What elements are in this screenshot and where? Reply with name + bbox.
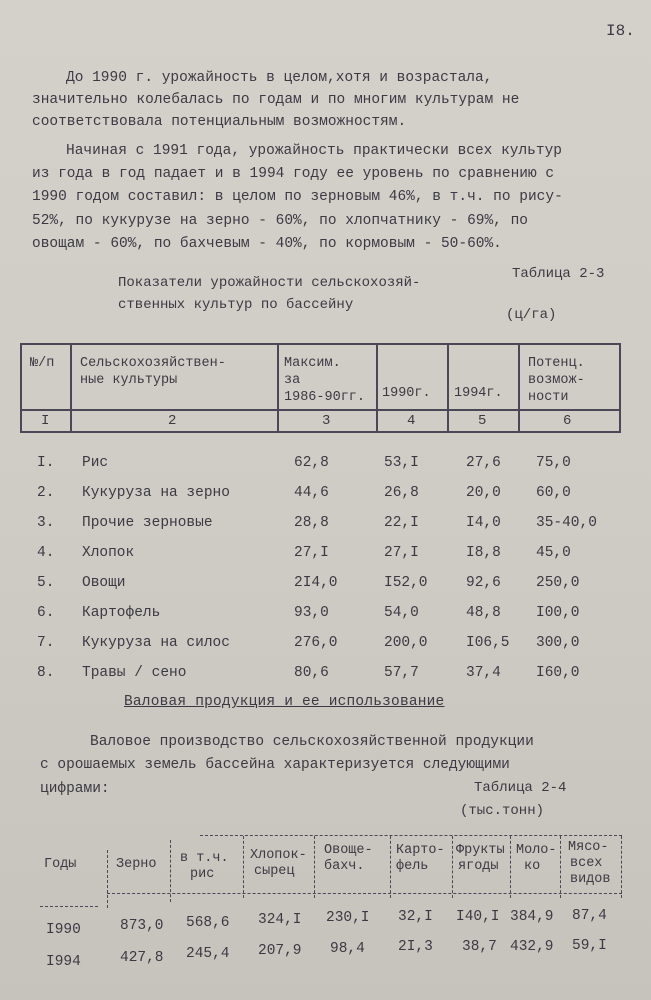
- table1-row: [0, 545, 651, 575]
- max-yield: 44,6: [294, 485, 329, 501]
- table2-header-meat-l1: Мясо-: [568, 840, 609, 855]
- potential-yield: 75,0: [536, 455, 571, 471]
- max-yield: 80,6: [294, 665, 329, 681]
- row-number: 8.: [37, 665, 55, 681]
- table1-header-max-l1: Максим.: [284, 356, 341, 371]
- yield-1994: 27,6: [466, 455, 501, 471]
- yield-1994: I06,5: [466, 635, 510, 651]
- table1-header-pot-l3: ности: [528, 390, 569, 405]
- table1-header-crop-l1: Сельскохозяйствен-: [80, 356, 226, 371]
- table1-header-pot-l2: возмож-: [528, 373, 585, 388]
- cotton: 324,I: [258, 912, 302, 928]
- yield-1994: 20,0: [466, 485, 501, 501]
- row-number: 3.: [37, 515, 55, 531]
- table2-unit: (тыс.тонн): [460, 803, 545, 819]
- vegetables: 98,4: [330, 941, 365, 957]
- table2-header-years: Годы: [44, 857, 77, 872]
- max-yield: 27,I: [294, 545, 329, 561]
- table2-header-veg-l1: Овоще-: [324, 843, 373, 858]
- para3-line1: Валовое производство сельскохозяйственной продукции: [90, 734, 534, 750]
- table1-row: [0, 665, 651, 695]
- table1-title-line1: Показатели урожайности сельскохозяй-: [118, 275, 421, 291]
- table1-unit: (ц/га): [506, 307, 557, 323]
- table1-title-line2: ственных культур по бассейну: [118, 297, 354, 313]
- table1-row: [0, 575, 651, 605]
- table1-colnum-3: 3: [322, 413, 331, 429]
- max-yield: 2I4,0: [294, 575, 338, 591]
- potato: 32,I: [398, 909, 433, 925]
- crop-name: Кукуруза на силос: [82, 635, 230, 651]
- table2-header-potato-l2: фель: [396, 859, 429, 874]
- table1-row: [0, 455, 651, 485]
- table2-header-fruit-l1: Фрукты: [456, 843, 505, 858]
- table2-header-meat-l2: всех: [570, 856, 603, 871]
- table2-header-potato-l1: Карто-: [396, 843, 445, 858]
- section-heading: Валовая продукция и ее использование: [124, 694, 445, 710]
- crop-name: Хлопок: [82, 545, 135, 561]
- yield-1990: 27,I: [384, 545, 419, 561]
- table1-header-num: №/п: [30, 356, 55, 371]
- vegetables: 230,I: [326, 910, 370, 926]
- table1-row: [0, 485, 651, 515]
- yield-1994: I4,0: [466, 515, 501, 531]
- rice: 245,4: [186, 946, 230, 962]
- table1-header-1990: 1990г.: [382, 386, 431, 401]
- crop-name: Кукуруза на зерно: [82, 485, 230, 501]
- para1-line1: До 1990 г. урожайность в целом,хотя и возрастала,: [66, 70, 493, 86]
- yield-1990: 53,I: [384, 455, 419, 471]
- yield-1994: I8,8: [466, 545, 501, 561]
- crop-name: Прочие зерновые: [82, 515, 213, 531]
- yield-1994: 48,8: [466, 605, 501, 621]
- potential-yield: I00,0: [536, 605, 580, 621]
- yield-1990: 54,0: [384, 605, 419, 621]
- row-number: I.: [37, 455, 55, 471]
- max-yield: 93,0: [294, 605, 329, 621]
- row-number: 4.: [37, 545, 55, 561]
- meat: 87,4: [572, 908, 607, 924]
- yield-1994: 92,6: [466, 575, 501, 591]
- para2-line3: 1990 годом составил: в целом по зерновым 46%, в т.ч. по рису-: [32, 189, 563, 205]
- table1-header-pot-l1: Потенц.: [528, 356, 585, 371]
- table2-header-meat-l3: видов: [570, 872, 611, 887]
- table2-header-cotton-l1: Хлопок-: [250, 848, 307, 863]
- max-yield: 62,8: [294, 455, 329, 471]
- crop-name: Картофель: [82, 605, 161, 621]
- para2-line5: овощам - 60%, по бахчевым - 40%, по кормовым - 50-60%.: [32, 236, 502, 252]
- row-number: 6.: [37, 605, 55, 621]
- para3-line3: цифрами:: [40, 781, 110, 797]
- cotton: 207,9: [258, 943, 302, 959]
- table1-header-crop-l2: ные культуры: [80, 373, 178, 388]
- table2-header-fruit-l2: ягоды: [458, 859, 499, 874]
- table2-header-rice-l2: рис: [190, 867, 215, 882]
- table1-row: [0, 605, 651, 635]
- potential-yield: I60,0: [536, 665, 580, 681]
- grain: 873,0: [120, 918, 164, 934]
- potential-yield: 300,0: [536, 635, 580, 651]
- crop-name: Рис: [82, 455, 109, 471]
- year: I990: [46, 922, 81, 938]
- meat: 59,I: [572, 938, 607, 954]
- table1-row: [0, 515, 651, 545]
- crop-name: Травы / сено: [82, 665, 187, 681]
- max-yield: 28,8: [294, 515, 329, 531]
- milk: 432,9: [510, 939, 554, 955]
- table1-colnum-6: 6: [563, 413, 572, 429]
- potato: 2I,3: [398, 939, 433, 955]
- potential-yield: 60,0: [536, 485, 571, 501]
- table2-header-veg-l2: бахч.: [324, 859, 365, 874]
- yield-1990: 57,7: [384, 665, 419, 681]
- table2-header-milk-l1: Моло-: [516, 843, 557, 858]
- rice: 568,6: [186, 915, 230, 931]
- max-yield: 276,0: [294, 635, 338, 651]
- potential-yield: 35-40,0: [536, 515, 597, 531]
- table1-header-grid: [20, 343, 620, 433]
- table2-label: Таблица 2-4: [474, 780, 567, 796]
- table1-header-1994: 1994г.: [454, 386, 503, 401]
- para2-line2: из года в год падает и в 1994 году ее уровень по сравнению с: [32, 166, 555, 182]
- milk: 384,9: [510, 909, 554, 925]
- para1-line2: значительно колебалась по годам и по многим культурам не: [32, 92, 520, 108]
- para2-line1: Начиная с 1991 года, урожайность практически всех культур: [66, 143, 562, 159]
- row-number: 7.: [37, 635, 55, 651]
- table2-header-milk-l2: ко: [524, 859, 541, 874]
- table1-row: [0, 635, 651, 665]
- table2-header-cotton-l2: сырец: [254, 864, 295, 879]
- fruit: 38,7: [462, 939, 497, 955]
- yield-1990: 26,8: [384, 485, 419, 501]
- year: I994: [46, 954, 81, 970]
- table1-colnum-1: I: [41, 413, 50, 429]
- potential-yield: 250,0: [536, 575, 580, 591]
- para2-line4: 52%, по кукурузе на зерно - 60%, по хлопчатнику - 69%, по: [32, 213, 528, 229]
- table1-header-max-l2: за: [284, 373, 301, 388]
- yield-1990: I52,0: [384, 575, 428, 591]
- table1-colnum-4: 4: [407, 413, 416, 429]
- table1-colnum-2: 2: [168, 413, 177, 429]
- table1-colnum-5: 5: [478, 413, 487, 429]
- page-number: I8.: [606, 22, 635, 40]
- table2-header-grain: Зерно: [116, 857, 157, 872]
- para1-line3: соответствовала потенциальным возможностям.: [32, 114, 407, 130]
- yield-1990: 22,I: [384, 515, 419, 531]
- yield-1990: 200,0: [384, 635, 428, 651]
- grain: 427,8: [120, 950, 164, 966]
- table1-label: Таблица 2-3: [512, 266, 605, 282]
- table1-header-max-l3: 1986-90гг.: [284, 390, 366, 405]
- row-number: 2.: [37, 485, 55, 501]
- fruit: I40,I: [456, 909, 500, 925]
- row-number: 5.: [37, 575, 55, 591]
- table2-header-rice-l1: в т.ч.: [180, 851, 229, 866]
- para3-line2: с орошаемых земель бассейна характеризуется следующими: [40, 757, 510, 773]
- potential-yield: 45,0: [536, 545, 571, 561]
- crop-name: Овощи: [82, 575, 126, 591]
- yield-1994: 37,4: [466, 665, 501, 681]
